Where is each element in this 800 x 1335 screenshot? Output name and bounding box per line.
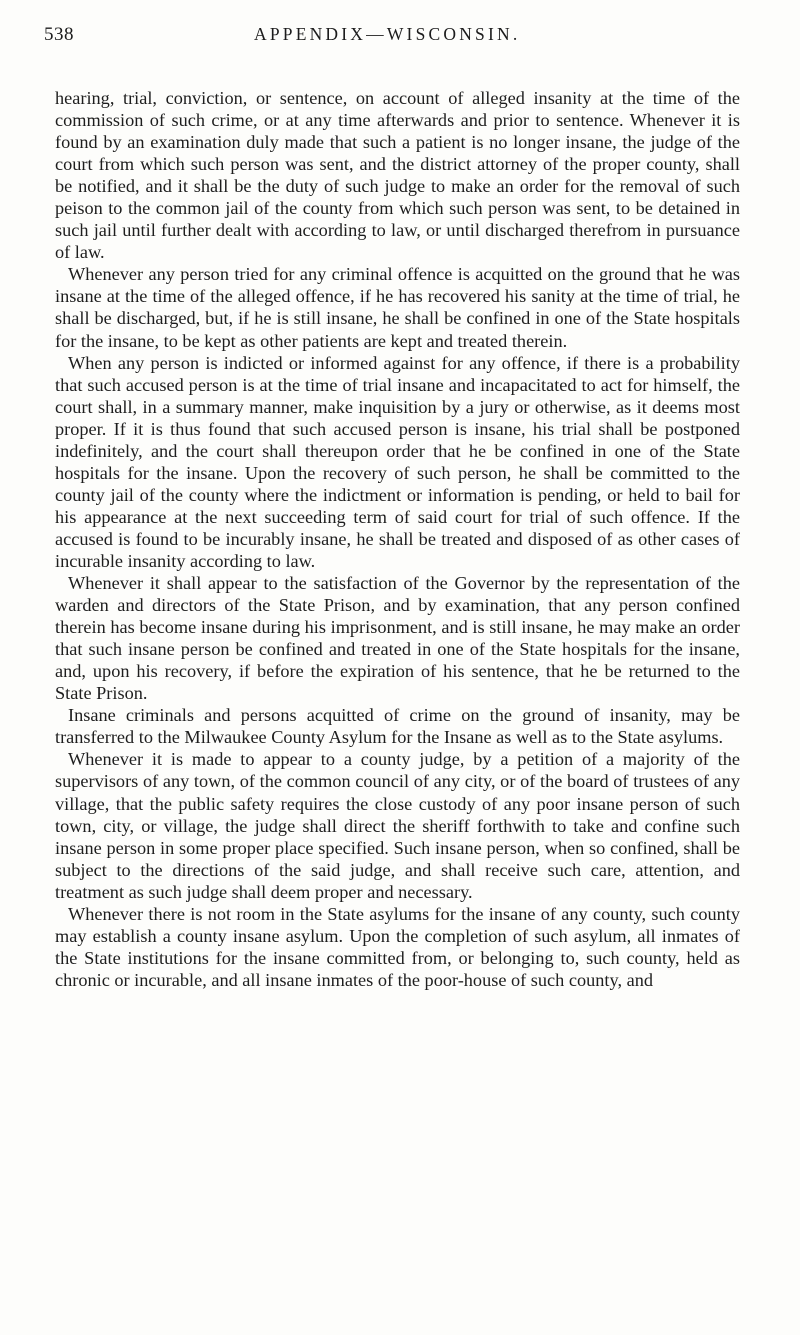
paragraph-prison-insane: Whenever it shall appear to the satisfaction of the Governor by the representation of the warden and directors of the State Prison, and by examination, that any person confined therein has become insane during his imprisonment, and is still insane, he may make an order that such insane person be confined and treated in one of the State hospitals for the insane, and, upon his recovery, if before the expiration of his sentence, that he be returned to the State Prison. xyxy=(55,573,740,704)
running-header xyxy=(44,24,744,50)
paragraph-county-asylum: Whenever there is not room in the State asylums for the insane of any county, such county may establish a county insane asylum. Upon the completion of such asylum, all inmates of the State institutions for the insane committed from, or belonging to, such county, held as chronic or incurable, and all insane inmates of the poor-house of such county, and xyxy=(55,903,740,990)
body-text xyxy=(55,87,740,991)
paragraph-milwaukee-asylum: Insane criminals and persons acquitted of crime on the ground of insanity, may be transferred to the Milwaukee County Asylum for the Insane as well as to the State asylums. xyxy=(55,705,740,748)
paragraph-acquitted-insane: Whenever any person tried for any criminal offence is acquitted on the ground that he was insane at the time of the alleged offence, if he has recovered his sanity at the time of trial, he shall be discharged, but, if he is still insane, he shall be confined in one of the State hospitals for the insane, to be kept as other patients are kept and treated therein. xyxy=(55,264,740,351)
paragraph-continuation: hearing, trial, conviction, or sentence, on account of alleged insanity at the time of the commission of such crime, or at any time afterwards and prior to sentence. Whenever it is found by an examination duly made that such a patient is no longer insane, the judge of the court from which such person was sent, and the district attorney of the proper county, shall be notified, and it shall be the duty of such judge to make an order for the removal of such peison to the common jail of the county from which such person was sent, to be detained in such jail until further dealt with according to law, or until discharged therefrom in pursuance of law. xyxy=(55,88,740,263)
paragraph-indicted-insane: When any person is indicted or informed against for any offence, if there is a probability that such accused person is at the time of trial insane and incapacitated to act for himself, the court shall, in a summary manner, make inquisition by a jury or otherwise, as it deems most proper. If it is thus found that such accused person is insane, his trial shall be postponed indefinitely, and the court shall thereupon order that he be confined in one of the State hospitals for the insane. Upon the recovery of such person, he shall be committed to the county jail of the county where the indictment or information is pending, or held to bail for his appearance at the next succeeding term of said court for trial of such offence. If the accused is found to be incurably insane, he shall be treated and disposed of as other cases of incurable insanity according to law. xyxy=(55,352,740,571)
paragraph-public-safety: Whenever it is made to appear to a county judge, by a petition of a majority of the supervisors of any town, of the common council of any city, or of the board of trustees of any village, that the public safety requires the close custody of any poor insane person of such town, city, or village, the judge shall direct the sheriff forthwith to take and confine such insane person in some proper place specified. Such insane person, when so confined, shall be subject to the directions of the said judge, and shall receive such care, attention, and treatment as such judge shall deem proper and necessary. xyxy=(55,749,740,902)
running-title: APPENDIX—WISCONSIN. xyxy=(254,24,521,44)
page-number: 538 xyxy=(44,24,74,45)
